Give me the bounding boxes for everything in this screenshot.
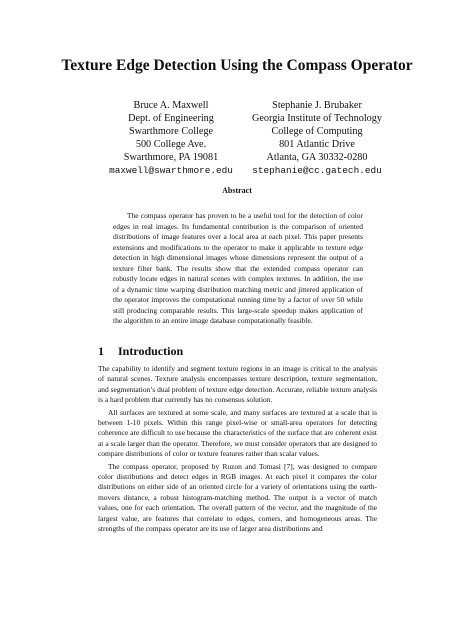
author-city: Atlanta, GA 30332-0280	[266, 152, 368, 163]
paper-title: Texture Edge Detection Using the Compass Operator	[61, 57, 413, 74]
author-1	[100, 99, 242, 177]
paragraph: All surfaces are textured at some scale, and many surfaces are textured at a scale that is between 1-10 pixels. Within this range pixel-wise or small-area operators for detecting coherence are difficult to use because the characteristics of the surface that are coherent exist at a scale larger than the operator. Therefore, we must consider operators that are designed to compare distributions of color or texture features rather than scalar values.	[98, 407, 377, 459]
section-heading	[98, 344, 183, 359]
author-dept: Georgia Institute of Technology	[252, 113, 382, 124]
section-body	[98, 364, 377, 537]
author-street: 500 College Ave.	[135, 139, 207, 150]
author-institution: Swarthmore College	[128, 126, 214, 137]
author-institution: College of Computing	[271, 126, 363, 137]
author-name: Bruce A. Maxwell	[133, 100, 209, 111]
author-2	[238, 99, 396, 177]
author-email: stephanie@cc.gatech.edu	[252, 165, 382, 176]
section-number: 1	[98, 344, 104, 358]
abstract-text: The compass operator has proven to be a useful tool for the detection of color edges in real images. Its fundamental contribution is the comparison of oriented distributions of image features over a local area at each pixel. This paper presents extensions and modifications to the operator to make it applicable to texture edge detection in high dimensional images whose dimensions represent the output of a texture filter bank. The results show that the extended compass operator can robustly locate edges in natural scenes with complex textures. In addition, the use of a dynamic time warping distribution matching metric and jittered application of the operator improves the computational running time by a factor of over 50 while still producing comparable results. This large-scale speedup makes application of the algorithm to an entire image database computationally feasible.	[113, 211, 363, 325]
author-dept: Dept. of Engineering	[128, 113, 214, 124]
author-street: 801 Atlantic Drive	[279, 139, 355, 150]
paragraph: The compass operator, proposed by Ruzon and Tomasi [7], was designed to compare color distributions and detect edges in RGB images. At each pixel it compares the color distributions on either side of an oriented circle for a variety of orientations using the earth-movers distance, a robust histogram-matching method. The output is a vector of match values, one for each orientation. The overall pattern of the vector, and the magnitude of the largest value, are features that correlate to edges, corners, and homogeneous areas. The strengths of the compass operator are its use of larger area distributions and	[98, 461, 377, 534]
section-title: Introduction	[118, 344, 184, 358]
author-name: Stephanie J. Brubaker	[272, 100, 362, 111]
author-email: maxwell@swarthmore.edu	[109, 165, 233, 176]
author-city: Swarthmore, PA 19081	[123, 152, 219, 163]
abstract-heading: Abstract	[222, 186, 252, 195]
paragraph: The capability to identify and segment texture regions in an image is critical to the analysis of natural scenes. Texture analysis encompasses texture description, texture segmentation, and segmentation’s dual problem of texture edge detection. Accurate, reliable texture analysis is a hard problem that currently has no consensus solution.	[98, 364, 377, 405]
